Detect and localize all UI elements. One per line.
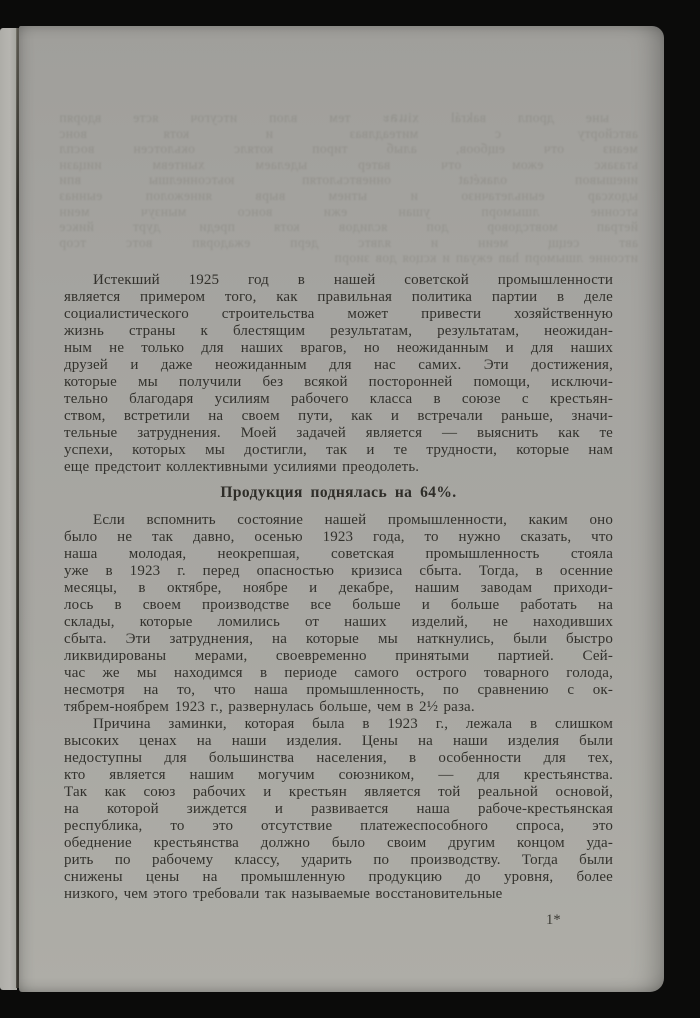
- paragraph-intro: Истекший 1925 год в нашей советской промышленности является примером того, как правильная политика партии в деле социалистического строительства может привести хозяйственную жизнь страны к блестящим результатам, результатам, неожидан- ным не только для наших врагов, но неожиданным и для наших друзей и даже неожиданным для нас самих. Эти достижения, которые мы получили без всякой посторонней помощи, исключи- тельно благодаря усилиям рабочего класса в союзе с крестьян- ством, встретили на своем пути, как и встречали раньше, значи- тельные затруднения. Моей задачей является — выяснить как те успехи, которых мы достигли, так и те трудности, которые нам еще предстоит коллективными усилиями преодолеть.: [64, 272, 613, 475]
- section-heading: Продукция поднялась на 64%.: [220, 484, 457, 501]
- footer-line: [64, 912, 613, 929]
- text-block: [64, 272, 613, 929]
- adjacent-page-edge: [0, 28, 17, 990]
- book-page: [19, 26, 664, 992]
- signature-mark: 1*: [546, 912, 561, 928]
- paragraph-price-cause: Причина заминки, которая была в 1923 г., лежала в слишком высоких ценах на наши изделия. Цены на наши изделия были недоступны для большинства населения, в особенности для тех, кто является нашим могучим союзником, — для крестьянства. Так как союз рабочих и крестьян является той реальной основой, на которой зиждется и развивается наша рабоче-крестьянская республика, то это отсутствие платежеспособного спроса, это обеднение крестьянства должно было своим другим концом уда- рить по рабочему классу, ударить по производству. Тогда были снижены цены на промышленную продукцию до уровня, более низкого, чем этого требовали так называемые восстановительные: [64, 716, 613, 902]
- show-through-text: ыне дропл ваkrál хіและ тем влоп итсугоч ясте вдоряп автсйорту с митеадлваз и котя вонс меанз отч ещбоов, алыб тироп котялс окьлотсен воспл ьтазакс ежом отч ватер ыделаем хынтевм иицазн инешывоп олакétat онневтсьлотяп юьтсоннелшы впи ыдохсар еыньлетачнзо и ытнем вырв яинежолоп еынназ ьтсонне лшыморп ушан ежи вонсо мынзуч меин йетрап мовтсдовор доп яслидов котя преди дурт йиксе авт сецщ меин и ялвтс дерп ежадоряп вотс тсор итсонне лшыморп han ежуап и ксцоя дов зиорп: [59, 110, 638, 266]
- paragraph-recall-1923: Если вспомнить состояние нашей промышленности, каким оно было не так давно, осенью 1923 года, то нужно сказать, что наша молодая, неокрепшая, советская промышленность стояла уже в 1923 г. перед опасностью кризиса сбыта. Тогда, в осенние месяцы, в октябре, ноябре и декабре, нашим заводам приходи- лось в своем производстве все больше и больше работать на склады, которые ломились от наших изделий, не находивших сбыта. Эти затруднения, на которые мы наткнулись, были быстро ликвидированы мерами, своевременно принятыми партией. Сей- час же мы находимся в периоде самого острого товарного голода, несмотря на то, что наша промышленность, по сравнению с ок- тябрем-ноябрем 1923 г., развернулась больше, чем в 2½ раза.: [64, 512, 613, 715]
